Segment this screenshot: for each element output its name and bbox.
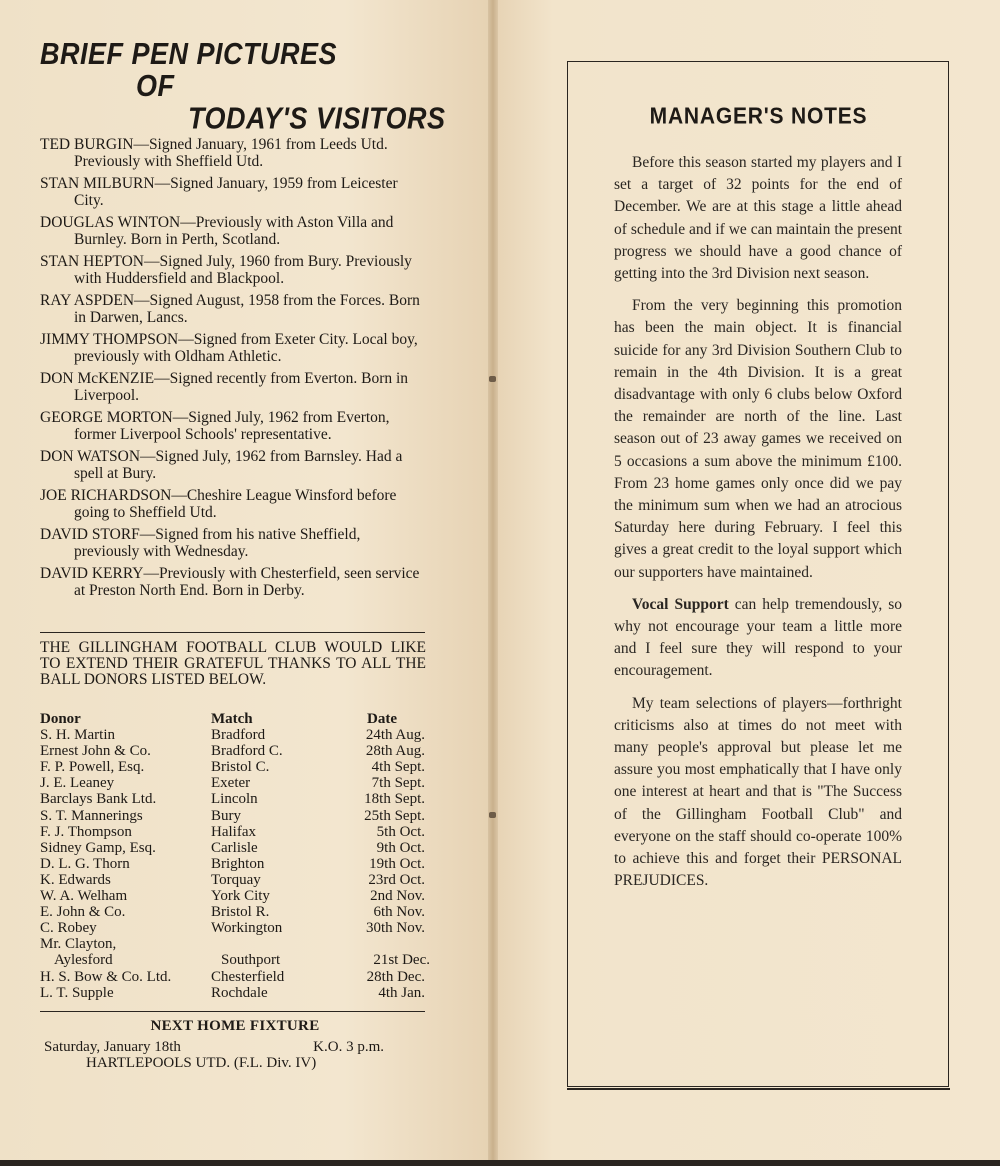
paragraph-text: From the very beginning this promotion has been the main object. It is financial suicide for any 3rd Division Southern Club to remain in the 4th Division. It is a great disadvantage with only 6 clubs below Oxford the remainder are north of the line. Last season out of 23 away games we received on 5 occasions a sum above the minimum £100. From 23 home games only once did we pay the minimum sum when we had an atrocious Saturday here during February. I feel this gives a great credit to the loyal support which our supporters have maintained.	[614, 297, 902, 581]
cell-match: Lincoln	[211, 791, 258, 808]
column-header-donor: Donor	[40, 711, 81, 727]
cell-match	[211, 936, 329, 952]
cell-donor: Aylesford	[54, 952, 113, 969]
player-bio: —Signed recently from Everton. Born in Liverpool.	[74, 370, 409, 404]
cell-match: Workington	[211, 920, 283, 937]
frame-rule	[567, 1088, 950, 1090]
table-row	[40, 840, 430, 856]
table-row	[40, 824, 430, 840]
table-row	[40, 985, 430, 1001]
column-header-date: Date	[367, 711, 397, 727]
cell-donor: K. Edwards	[40, 871, 111, 888]
cell-donor: C. Robey	[40, 920, 97, 937]
table-row	[40, 791, 430, 807]
player-entry	[40, 526, 425, 560]
divider	[40, 632, 425, 633]
player-entry	[40, 331, 425, 365]
cell-donor: W. A. Welham	[40, 888, 128, 905]
player-entry	[40, 292, 425, 326]
staple	[489, 376, 496, 382]
cell-match: Bradford C.	[211, 743, 283, 760]
cell-donor: F. J. Thompson	[40, 823, 132, 840]
cell-match: Bristol R.	[211, 904, 270, 921]
player-entry	[40, 409, 425, 443]
table-row	[40, 904, 430, 920]
player-bio: —Signed August, 1958 from the Forces. Born in Darwen, Lancs.	[74, 292, 420, 326]
paragraph-lead: Vocal Support	[632, 595, 729, 613]
cell-match: York City	[211, 888, 270, 905]
cell-match: Bradford	[211, 727, 266, 744]
cell-match: Southport	[221, 952, 281, 969]
bottom-edge	[0, 1160, 1000, 1166]
next-fixture-opponent: HARTLEPOOLS UTD. (F.L. Div. IV)	[86, 1055, 317, 1071]
cell-donor: Ernest John & Co.	[40, 743, 151, 760]
player-name: STAN HEPTON	[40, 253, 144, 270]
paragraph-text: can help tremendously, so why not encourage your team a little more and I feel sure they will respond to your encouragement.	[614, 595, 903, 680]
player-name: JIMMY THOMPSON	[40, 331, 179, 348]
player-name: DOUGLAS WINTON	[40, 214, 181, 231]
cell-date: 5th Oct.	[376, 823, 425, 840]
table-row	[40, 969, 430, 985]
player-bio: —Signed July, 1960 from Bury. Previously with Huddersfield and Blackpool.	[74, 253, 412, 287]
spine	[488, 0, 498, 1166]
cell-date: 24th Aug.	[365, 727, 425, 744]
cell-match: Bristol C.	[211, 759, 270, 776]
player-entry	[40, 136, 425, 170]
divider	[40, 1011, 425, 1012]
player-entry	[40, 253, 425, 287]
cell-date	[329, 936, 425, 952]
paragraph-text: My team selections of players—forthright criticisms also at times do not meet with many people's approval but please let me assure you most emphatically that I have only one interest at heart and that is "The Success of the Gillingham Football Club" and everyone on the staff should co-operate 100% to achieve this and forget their PERSONAL PREJUDICES.	[614, 694, 902, 890]
player-entry	[40, 448, 425, 482]
player-bio: —Signed from his native Sheffield, previously with Wednesday.	[74, 526, 361, 560]
table-header	[40, 711, 430, 727]
table-row	[40, 775, 430, 791]
managers-notes-body	[614, 152, 902, 903]
table-row	[40, 872, 430, 888]
cell-match: Bury	[211, 807, 241, 824]
cell-donor: D. L. G. Thorn	[40, 855, 130, 872]
player-entry	[40, 565, 425, 599]
cell-donor: S. T. Mannerings	[40, 807, 143, 824]
cell-date: 7th Sept.	[371, 775, 425, 792]
cell-date: 9th Oct.	[376, 839, 425, 856]
next-fixture-kickoff: K.O. 3 p.m.	[313, 1039, 384, 1055]
table-row	[40, 759, 430, 775]
cell-date: 4th Sept.	[371, 759, 425, 776]
next-fixture-date: Saturday, January 18th	[44, 1039, 181, 1055]
cell-match: Carlisle	[211, 839, 258, 856]
next-fixture-title: NEXT HOME FIXTURE	[150, 1018, 320, 1034]
table-row	[40, 952, 430, 968]
cell-donor: F. P. Powell, Esq.	[40, 759, 145, 776]
player-entry	[40, 487, 425, 521]
cell-donor: E. John & Co.	[40, 904, 126, 921]
player-bio: —Previously with Aston Villa and Burnley. Born in Perth, Scotland.	[74, 214, 394, 248]
player-entry	[40, 175, 425, 209]
managers-notes-title: MANAGER'S NOTES	[649, 103, 868, 130]
table-row	[40, 856, 430, 872]
table-row	[40, 936, 430, 952]
cell-date: 28th Aug.	[365, 743, 425, 760]
cell-date: 28th Dec.	[366, 968, 425, 985]
paragraph-text: Before this season started my players and I set a target of 32 points for the end of December. We are at this stage a little ahead of schedule and if we can maintain the present progress we should have a good chance of getting into the 3rd Division next season.	[614, 154, 902, 283]
heading-line: TODAY'S VISITORS	[188, 101, 446, 136]
player-name: DON WATSON	[40, 448, 141, 465]
player-bio: —Signed January, 1961 from Leeds Utd. Previously with Sheffield Utd.	[74, 136, 388, 170]
player-bio: —Signed July, 1962 from Barnsley. Had a spell at Bury.	[74, 448, 403, 482]
cell-donor: Sidney Gamp, Esq.	[40, 839, 156, 856]
player-name: JOE RICHARDSON	[40, 487, 172, 504]
cell-donor: L. T. Supple	[40, 984, 114, 1001]
cell-date: 19th Oct.	[369, 855, 425, 872]
cell-date: 30th Nov.	[365, 920, 425, 937]
cell-date: 2nd Nov.	[370, 888, 425, 905]
staple	[489, 812, 496, 818]
player-bio: —Signed January, 1959 from Leicester City.	[74, 175, 398, 209]
player-entry	[40, 370, 425, 404]
cell-donor: Barclays Bank Ltd.	[40, 791, 157, 808]
cell-donor: S. H. Martin	[40, 727, 115, 744]
player-name: DON McKENZIE	[40, 370, 155, 387]
table-row	[40, 743, 430, 759]
column-header-match: Match	[211, 711, 253, 727]
heading-line: OF	[136, 69, 175, 103]
cell-date: 6th Nov.	[373, 904, 425, 921]
player-name: GEORGE MORTON	[40, 409, 173, 426]
cell-match: Brighton	[211, 855, 265, 872]
cell-date: 23rd Oct.	[368, 871, 425, 888]
page-title	[40, 36, 446, 136]
player-bio: —Signed from Exeter City. Local boy, previously with Oldham Athletic.	[74, 331, 418, 365]
table-row	[40, 920, 430, 936]
player-name: TED BURGIN	[40, 136, 134, 153]
table-row	[40, 888, 430, 904]
player-bio: —Signed July, 1962 from Everton, former Liverpool Schools' representative.	[74, 409, 390, 443]
player-name: DAVID KERRY	[40, 565, 144, 582]
player-list	[40, 136, 425, 604]
cell-donor: Mr. Clayton,	[40, 936, 117, 953]
thanks-notice: THE GILLINGHAM FOOTBALL CLUB WOULD LIKE TO EXTEND THEIR GRATEFUL THANKS TO ALL THE BALL DONORS LISTED BELOW.	[40, 639, 426, 688]
next-fixture-details	[44, 1039, 384, 1055]
player-entry	[40, 214, 425, 248]
cell-match: Chesterfield	[211, 968, 285, 985]
player-name: DAVID STORF	[40, 526, 140, 543]
player-bio: —Previously with Chesterfield, seen service at Preston North End. Born in Derby.	[74, 565, 420, 599]
table-row	[40, 727, 430, 743]
donor-table	[40, 711, 430, 1001]
player-name: STAN MILBURN	[40, 175, 155, 192]
cell-donor: J. E. Leaney	[40, 775, 115, 792]
cell-match: Exeter	[211, 775, 251, 792]
notes-paragraph	[614, 693, 902, 893]
cell-date: 18th Sept.	[364, 791, 425, 808]
player-name: RAY ASPDEN	[40, 292, 135, 309]
cell-match: Rochdale	[211, 984, 268, 1001]
cell-date: 4th Jan.	[378, 984, 425, 1001]
cell-match: Torquay	[211, 871, 261, 888]
notes-paragraph	[614, 594, 902, 683]
heading-line: BRIEF PEN PICTURES	[40, 36, 338, 71]
cell-date: 21st Dec.	[373, 952, 430, 969]
notes-paragraph	[614, 295, 902, 584]
notes-paragraph	[614, 152, 902, 285]
cell-match: Halifax	[211, 823, 256, 840]
table-row	[40, 808, 430, 824]
cell-donor: H. S. Bow & Co. Ltd.	[40, 968, 172, 985]
cell-date: 25th Sept.	[364, 807, 425, 824]
player-bio: —Cheshire League Winsford before going to Sheffield Utd.	[74, 487, 397, 521]
